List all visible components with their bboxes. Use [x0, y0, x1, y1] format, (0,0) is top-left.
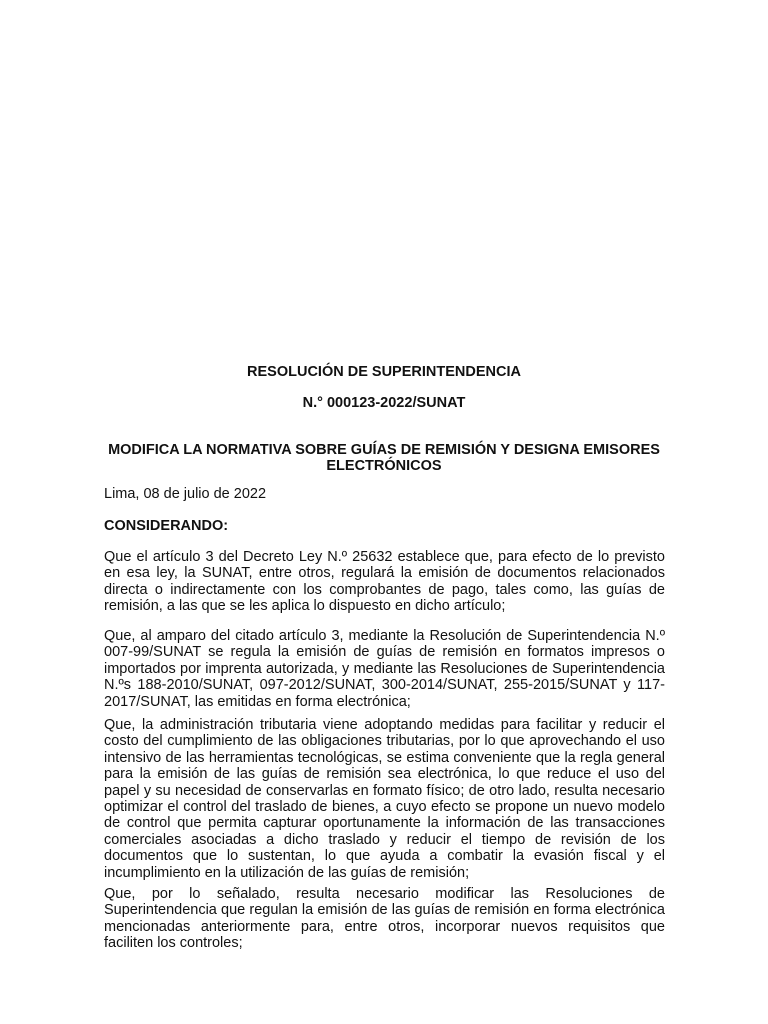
paragraph-3: Que, la administración tributaria viene adoptando medidas para facilitar y reducir el costo del cumplimiento de las obligaciones tributarias, por lo que aprovechando el uso intensivo de las herramientas tecnológicas, se estima conveniente que la regla general para la emisión de las guías de remisión sea electrónica, lo que reduce el uso del papel y su necesidad de conservarlas en formato físico; de otro lado, resulta necesario optimizar el control del traslado de bienes, a cuyo efecto se propone un nuevo modelo de control que permita capturar oportunamente la información de las transacciones comerciales asociadas a dicho traslado y reducir el tiempo de revisión de los documentos que lo sustentan, lo que ayuda a combatir la evasión fiscal y el incumplimiento en la utilización de las guías de remisión;: [104, 717, 665, 881]
resolution-number: N.° 000123-2022/SUNAT: [302, 395, 466, 411]
paragraph-2: Que, al amparo del citado artículo 3, mediante la Resolución de Superintendencia N.º 007-99/SUNAT se regula la emisión de guías de remisión en formatos impresos o importados por imprenta autorizada, y mediante las Resoluciones de Superintendencia N.ºs 188-2010/SUNAT, 097-2012/SUNAT, 300-2014/SUNAT, 255-2015/SUNAT y 117-2017/SUNAT, las emitidas en forma electrónica;: [104, 628, 665, 710]
paragraph-4: Que, por lo señalado, resulta necesario modificar las Resoluciones de Superintendencia que regulan la emisión de las guías de remisión en forma electrónica mencionadas anteriormente para, entre otros, incorporar nuevos requisitos que faciliten los controles;: [104, 886, 665, 952]
section-heading: CONSIDERANDO:: [104, 518, 229, 534]
paragraph-1: Que el artículo 3 del Decreto Ley N.º 25632 establece que, para efecto de lo previsto en esa ley, la SUNAT, entre otros, regulará la emisión de documentos relacionados directa o indirectamente con los comprobantes de pago, tales como, las guías de remisión, a las que se les aplica lo dispuesto en dicho artículo;: [104, 549, 665, 615]
resolution-title: RESOLUCIÓN DE SUPERINTENDENCIA: [247, 364, 521, 380]
place-date: Lima, 08 de julio de 2022: [104, 486, 267, 502]
resolution-subject: MODIFICA LA NORMATIVA SOBRE GUÍAS DE REMISIÓN Y DESIGNA EMISORES ELECTRÓNICOS: [108, 442, 660, 474]
